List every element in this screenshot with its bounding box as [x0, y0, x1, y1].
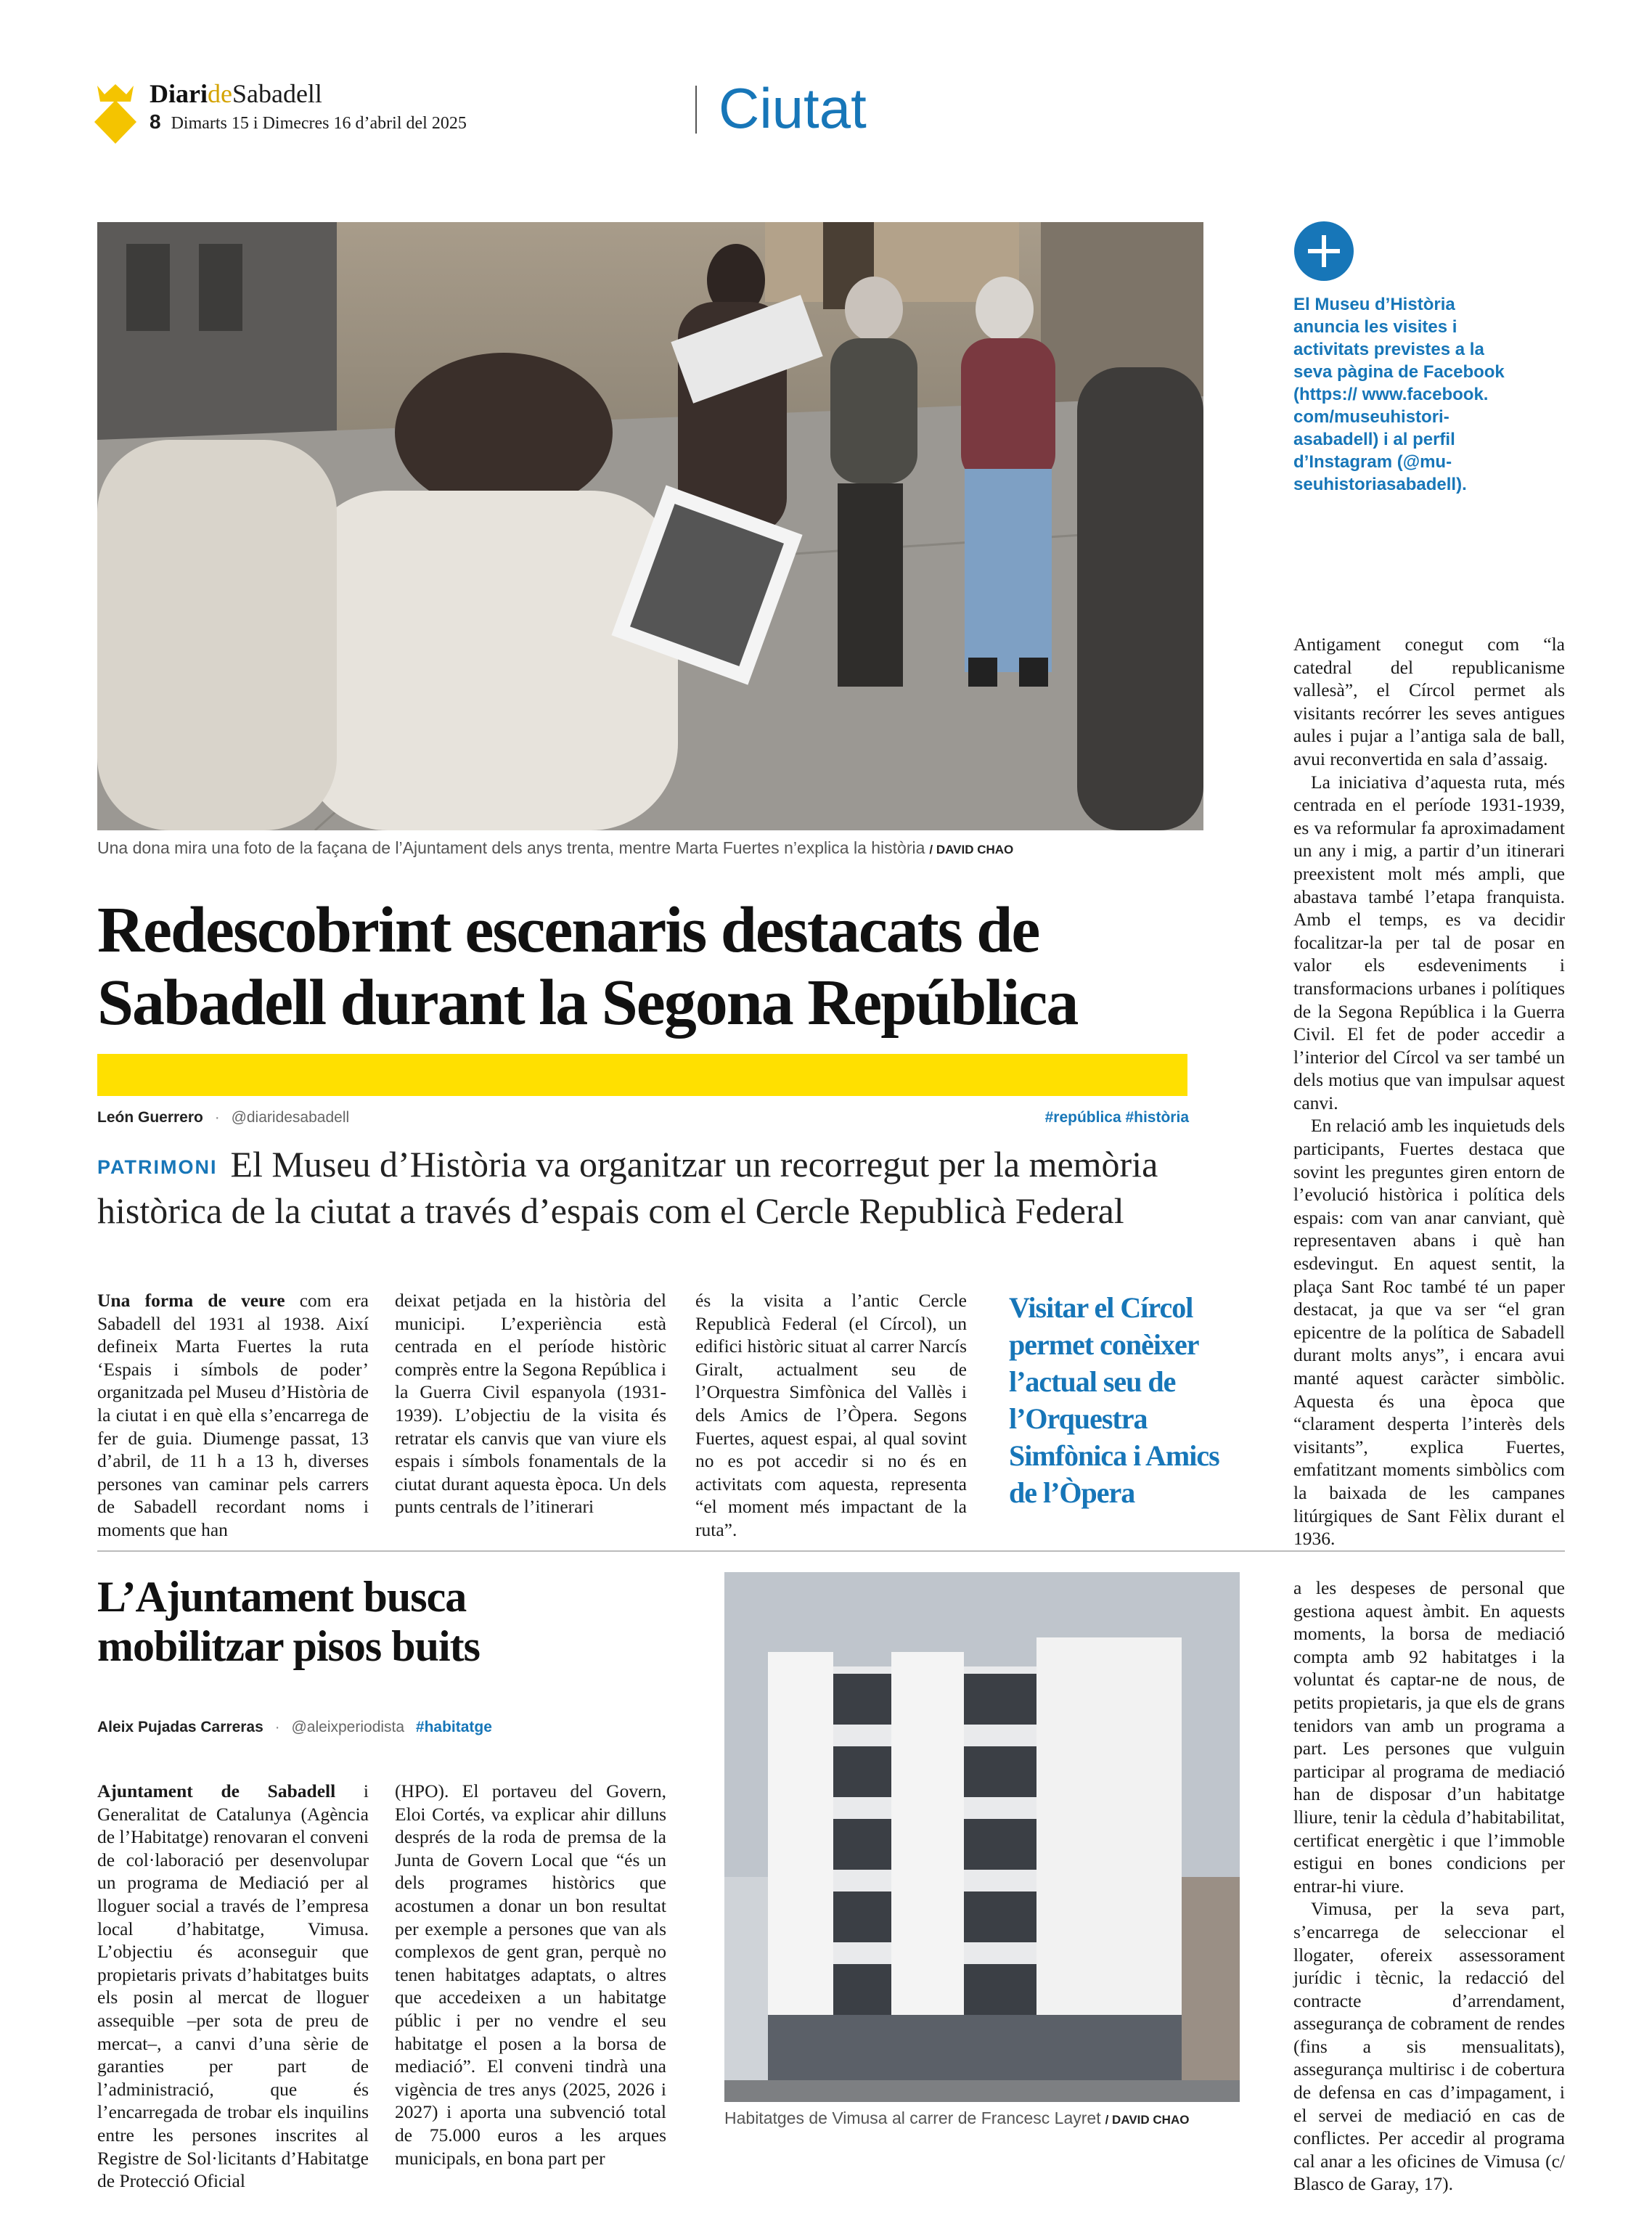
plus-icon	[1294, 221, 1354, 281]
body-text: i Generalitat de Catalunya (Agència de l’Habitatge) renovaran el conveni de col·laboració per desenvolupar un programa de Mediació per al lloguer social a través de l’empresa local d’habitatge, Vimusa. L’objectiu és aconseguir que propietaris privats d’habitatges buits els posin al mercat de lloguer assequible –per sota de preu de mercat–, a canvi d’una sèrie de garanties per part de l’administració, que és l’encarregada de trobar els inquilins entre les persones inscrites al Registre de Sol·licitants d’Habitatge de Protecció Oficial	[97, 1780, 369, 2192]
header-divider	[695, 86, 697, 134]
body-text: La iniciativa d’aquesta ruta, més centrada en el període 1931-1939, es va reformular fa aproximadament un any i mig, a partir d’un itinerari preexistent molt més ampli, que abastava també l’etapa franquista. Amb el temps, es va decidir focalitzar-la per tal de posar en valor els esdeveniments i transformacions urbanes i polítiques de la Segona República i la Guerra Civil. El fet de poder accedir a l’interior del Círcol va ser també un dels motius que van impulsar aquest canvi.	[1293, 771, 1565, 1113]
article1-col1	[97, 1289, 369, 1542]
lead-words: Ajuntament de Sabadell	[97, 1780, 336, 1801]
article1-right-column	[1293, 633, 1565, 1550]
lead-words: Una forma de veure	[97, 1290, 285, 1311]
photo-credit: / DAVID CHAO	[929, 843, 1014, 856]
section-divider	[97, 1550, 1565, 1552]
masthead-de: de	[207, 79, 232, 108]
caption-text: Una dona mira una foto de la façana de l’Ajuntament dels anys trenta, mentre Marta Fuertes n’explica la història	[97, 838, 925, 857]
body-text: Antigament conegut com “la catedral del republicanisme vallesà”, el Círcol permet als visitants recórrer les seves antigues aules i pujar a l’antiga sala de ball, avui reconvertida en sala d’assaig.	[1293, 634, 1565, 769]
body-text: és la visita a l’antic Cercle Republicà Federal (el Círcol), un edifici històric situat al carrer Narcís Giralt, actualment seu de l’Orquestra Simfònica del Vallès i dels Amics de l’Òpera. Segons Fuertes, aquest espai, al qual sovint no es pot accedir si no és en activitats com aquesta, representa “el moment més impactant de la ruta”.	[695, 1290, 967, 1540]
article1-headline	[97, 894, 1201, 1039]
yellow-bar	[97, 1054, 1187, 1096]
article2-col1	[97, 1780, 369, 2193]
author-name: Aleix Pujadas Carreras	[97, 1719, 263, 1735]
housing-photo-caption	[724, 2109, 1247, 2128]
main-photo	[97, 222, 1203, 830]
masthead	[150, 78, 322, 109]
masthead-diari: Diari	[150, 79, 208, 108]
kicker-label: PATRIMONI	[97, 1156, 218, 1178]
article1-col2	[395, 1289, 666, 1518]
logo-diamond-icon	[93, 81, 138, 147]
masthead-city: Sabadell	[232, 79, 322, 108]
headline-line: mobilitzar pisos buits	[97, 1622, 480, 1670]
main-photo-caption	[97, 838, 1215, 858]
page-number: 8	[150, 110, 161, 133]
page-info	[150, 110, 467, 134]
logo	[93, 81, 138, 147]
article2-byline	[97, 1719, 492, 1736]
article1-byline	[97, 1109, 349, 1126]
article2-col2	[395, 1780, 666, 2169]
photo-vimusa-building	[724, 1572, 1240, 2102]
issue-date: Dimarts 15 i Dimecres 16 d’abril del 2025	[171, 114, 467, 133]
photo-guided-tour	[97, 222, 1203, 830]
body-text: (HPO). El portaveu del Govern, Eloi Cortés, va explicar ahir dilluns després de la roda de premsa de la Junta de Govern Local que “és un dels programes històrics que acostumen a donar un bon resultat per exemple a persones que van als complexos de gent gran, perquè no tenen habitatges adaptats, o altres que accedeixen a un habitatge públic i per no vendre el seu habitatge el posen a la borsa de mediació”. El conveni tindrà una vigència de tres anys (2025, 2026 i 2027) i aporta una subvenció total de 75.000 euros a les arques municipals, en bona part per	[395, 1780, 666, 2169]
byline-separator: ·	[214, 1109, 220, 1126]
article1-col3	[695, 1289, 967, 1542]
article2-headline	[97, 1572, 692, 1671]
housing-photo	[724, 1572, 1240, 2102]
article2-tags[interactable]: #habitatge	[415, 1719, 492, 1735]
headline-line: Sabadell durant la Segona República	[97, 967, 1078, 1039]
byline-separator: ·	[274, 1719, 280, 1735]
article1-tags[interactable]: #república #història	[1044, 1109, 1189, 1126]
body-text: Vimusa, per la seva part, s’encarrega de seleccionar el llogater, ofereix assessorament jurídic i tècnic, la redacció del contracte d’arrendament, assegurança de cobrament de rendes (fins a sis mensualitats), assegurança multirisc i de cobertura de defensa en cas d’impagament, i el servei de mediació en cas de conflictes. Per accedir al programa cal anar a les oficines de Vimusa (c/ Blasco de Garay, 17).	[1293, 1898, 1565, 2195]
caption-text: Habitatges de Vimusa al carrer de Francesc Layret	[724, 2109, 1101, 2127]
body-text: a les despeses de personal que gestiona aquest àmbit. En aquests moments, la borsa de mediació compta amb 92 habitatges i la voluntat és captar-ne de nous, de petits propietaris, ja que els de grans tenidors van amb un programa a part. Les persones que vulguin participar al programa de mediació han de disposar d’un habitatge lliure, tenir la cèdula d’habitabilitat, certificat energètic i que l’immoble estigui en bones condicions per entrar-hi viure.	[1293, 1577, 1565, 1897]
author-handle[interactable]: @aleixperiodista	[291, 1719, 405, 1735]
deck-line: històrica de la ciutat a través d’espais com el Cercle Republicà Federal	[97, 1190, 1124, 1231]
article2-right-column	[1293, 1576, 1565, 2196]
headline-line: Redescobrint escenaris destacats de	[97, 894, 1039, 966]
body-text: com era Sabadell del 1931 al 1938. Així defineix Marta Fuertes la ruta ‘Espais i símbols de poder’ organitzada pel Museu d’Història de la ciutat i en què ella s’encarrega de fer de guia. Diumenge passat, 13 d’abril, de 11 h a 13 h, diverses persones van caminar pels carrers de Sabadell recordant noms i moments que han	[97, 1290, 369, 1540]
sidebar-info: El Museu d’Història anuncia les visites i activitats previstes a la seva pàgina de Facebook (https:// www.facebook. com/museuhistori- asabadell) i al perfil d’Instagram (@mu- seuhistoriasabadell).	[1293, 295, 1505, 494]
body-text: En relació amb les inquietuds dels participants, Fuertes destaca que sovint les preguntes giren entorn de l’evolució històrica i política dels espais: com van anar canviant, què representaven abans i què han esdevingut. En aquest sentit, la plaça Sant Roc també té un paper destacat, ja que va ser “el gran epicentre de la política de Sabadell durant molts anys”, i encara avui manté aquest caràcter simbòlic. Aquesta és una època que “clarament desperta l’interès dels visitants”, explica Fuertes, emfatitzant moments simbòlics com la baixada de les campanes litúrgiques de Sant Fèlix durant el 1936.	[1293, 1115, 1565, 1550]
headline-line: L’Ajuntament busca	[97, 1573, 467, 1621]
author-handle[interactable]: @diaridesabadell	[231, 1109, 350, 1126]
section-title: Ciutat	[719, 76, 867, 140]
photo-credit: / DAVID CHAO	[1105, 2113, 1190, 2127]
article1-deck	[97, 1142, 1201, 1232]
deck-line: El Museu d’Història va organitzar un recorregut per la memòria	[230, 1144, 1158, 1185]
pull-quote: Visitar el Círcol permet conèixer l’actual seu de l’Orquestra Simfònica i Amics de l’Òpera	[1009, 1291, 1219, 1509]
author-name: León Guerrero	[97, 1109, 203, 1126]
body-text: deixat petjada en la història del municipi. L’experiència està centrada en el període històric comprès entre la Segona República i la Guerra Civil espanyola (1931-1939). L’objectiu de la visita és retratar els canvis que van viure els espais i símbols fonamentals de la ciutat durant aquesta època. Un dels punts centrals de l’itinerari	[395, 1290, 666, 1518]
